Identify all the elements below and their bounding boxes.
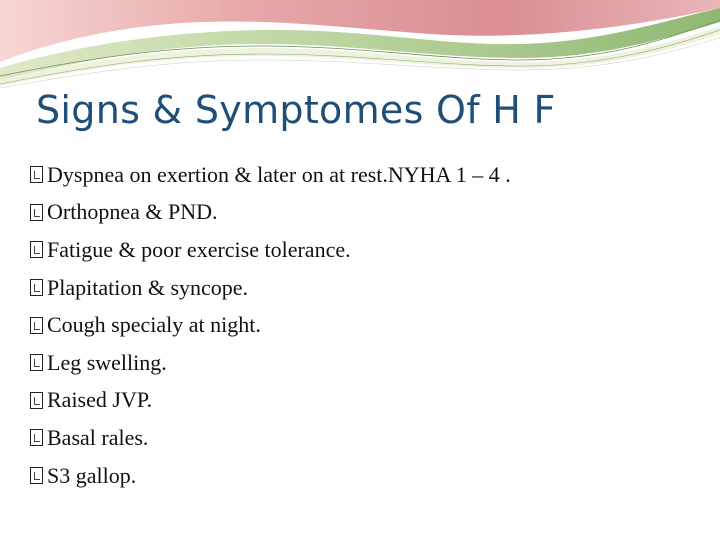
missing-glyph-icon <box>30 166 43 183</box>
bullet-item <box>30 344 511 382</box>
missing-glyph-icon <box>30 204 43 221</box>
bullet-item <box>30 156 511 194</box>
missing-glyph-icon <box>30 392 43 409</box>
bullet-text: Fatigue & poor exercise tolerance. <box>47 236 351 262</box>
bullet-text: Leg swelling. <box>47 349 167 375</box>
bullet-item <box>30 269 511 307</box>
bullet-list <box>30 156 511 494</box>
bullet-item <box>30 382 511 420</box>
header-wave-banner <box>0 0 720 90</box>
bullet-text: Dyspnea on exertion & later on at rest.NYHA 1 – 4 . <box>47 161 511 187</box>
bullet-text: S3 gallop. <box>47 462 137 488</box>
bullet-text: Orthopnea & PND. <box>47 199 218 225</box>
bullet-item <box>30 231 511 269</box>
missing-glyph-icon <box>30 354 43 371</box>
slide-title: Signs & Symptomes Of H F <box>36 88 556 132</box>
bullet-text: Cough specialy at night. <box>47 312 261 338</box>
missing-glyph-icon <box>30 429 43 446</box>
missing-glyph-icon <box>30 279 43 296</box>
bullet-text: Basal rales. <box>47 424 149 450</box>
missing-glyph-icon <box>30 467 43 484</box>
bullet-item <box>30 419 511 457</box>
bullet-text: Plapitation & syncope. <box>47 274 249 300</box>
bullet-item <box>30 306 511 344</box>
missing-glyph-icon <box>30 317 43 334</box>
missing-glyph-icon <box>30 241 43 258</box>
bullet-item <box>30 457 511 495</box>
bullet-item <box>30 194 511 232</box>
bullet-text: Raised JVP. <box>47 387 153 413</box>
